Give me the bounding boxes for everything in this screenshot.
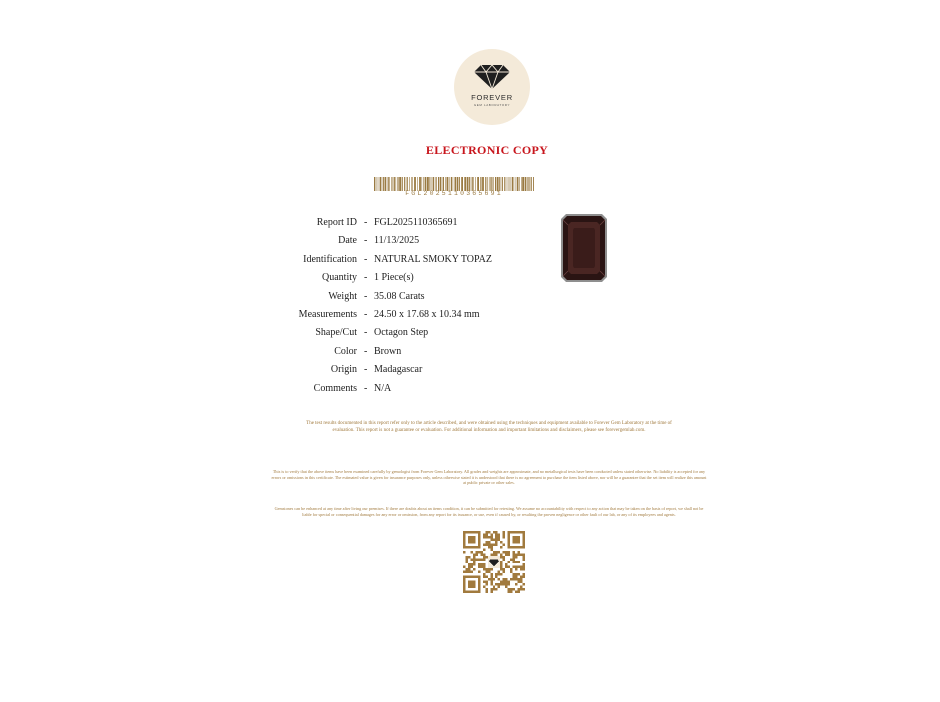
field-separator: - (364, 217, 368, 228)
field-value: NATURAL SMOKY TOPAZ (374, 253, 492, 265)
electronic-copy-title: ELECTRONIC COPY (425, 143, 549, 157)
field-separator: - (364, 253, 368, 265)
field-label: Quantity (322, 272, 357, 284)
logo-brand: FOREVER (471, 93, 513, 102)
field-value: 24.50 x 17.68 x 10.34 mm (374, 308, 480, 320)
field-separator: - (364, 235, 368, 247)
field-separator: - (364, 272, 368, 284)
lab-logo (454, 49, 530, 125)
qr-code[interactable] (463, 531, 525, 593)
disclaimer-verification: This is to verify that the above items have been examined carefully by gemologist from Forever Gem Laboratory. All grades and weights are approximate, and no metallurgical tests have been conducted unless stated otherwise. No liability is accepted for any errors or omissions in this certificate. The estimated value is given for insurance purposes only, unless otherwise stated it is understood that there is no agreement to purchase the item listed above, nor will be a guarantee that the set item will realize this amount at public private or other sales. (271, 469, 707, 486)
field-label: Date (338, 235, 357, 247)
field-value: Madagascar (374, 364, 423, 376)
field-label: Report ID (316, 217, 357, 228)
barcode (374, 177, 534, 191)
field-value: N/A (374, 382, 392, 394)
field-value: Brown (374, 345, 402, 357)
field-value: FGL2025110365691 (374, 217, 458, 228)
field-value: 1 Piece(s) (374, 272, 414, 284)
field-value: 11/13/2025 (374, 235, 420, 247)
field-label: Weight (328, 290, 357, 302)
field-separator: - (364, 308, 368, 320)
logo-subtitle: GEM LABORATORY (473, 103, 511, 107)
field-separator: - (364, 364, 368, 376)
gemstone-image (560, 213, 608, 283)
field-value: 35.08 Carats (374, 290, 425, 302)
field-value: Octagon Step (374, 327, 429, 339)
field-separator: - (364, 382, 368, 394)
field-label: Comments (313, 382, 357, 394)
field-label: Color (334, 345, 357, 357)
field-label: Origin (330, 364, 357, 376)
field-label: Measurements (298, 308, 357, 320)
field-label: Shape/Cut (315, 327, 357, 339)
field-separator: - (364, 345, 368, 357)
field-label: Identification (303, 253, 357, 265)
barcode-number: FGL2025110365691 (405, 190, 503, 197)
diamond-icon (473, 64, 511, 90)
disclaimer-results: The test results documented in this report refer only to the article described, and were obtained using the techniques and equipment available to Forever Gem Laboratory at the time of evaluation. This report is not a guarantee or evaluation. For additional information and important limitations and disclaimers, please see forevergemlab.com. (306, 421, 672, 433)
field-separator: - (364, 290, 368, 302)
field-separator: - (364, 327, 368, 339)
disclaimer-liability: Gemstones can be enhanced at any time after living our premises. If there are doubts about an items condition, it can be submitted for retesting. We assume no accountability with respect to any action that may be taken on the basis of report, we shall not be liable for special or consequential damages for any error or omission, from any report for its issuance, or use, even if caused by, or resulting the proven negligence or other fault of our lab, or any of its employees and agents. (274, 506, 704, 517)
